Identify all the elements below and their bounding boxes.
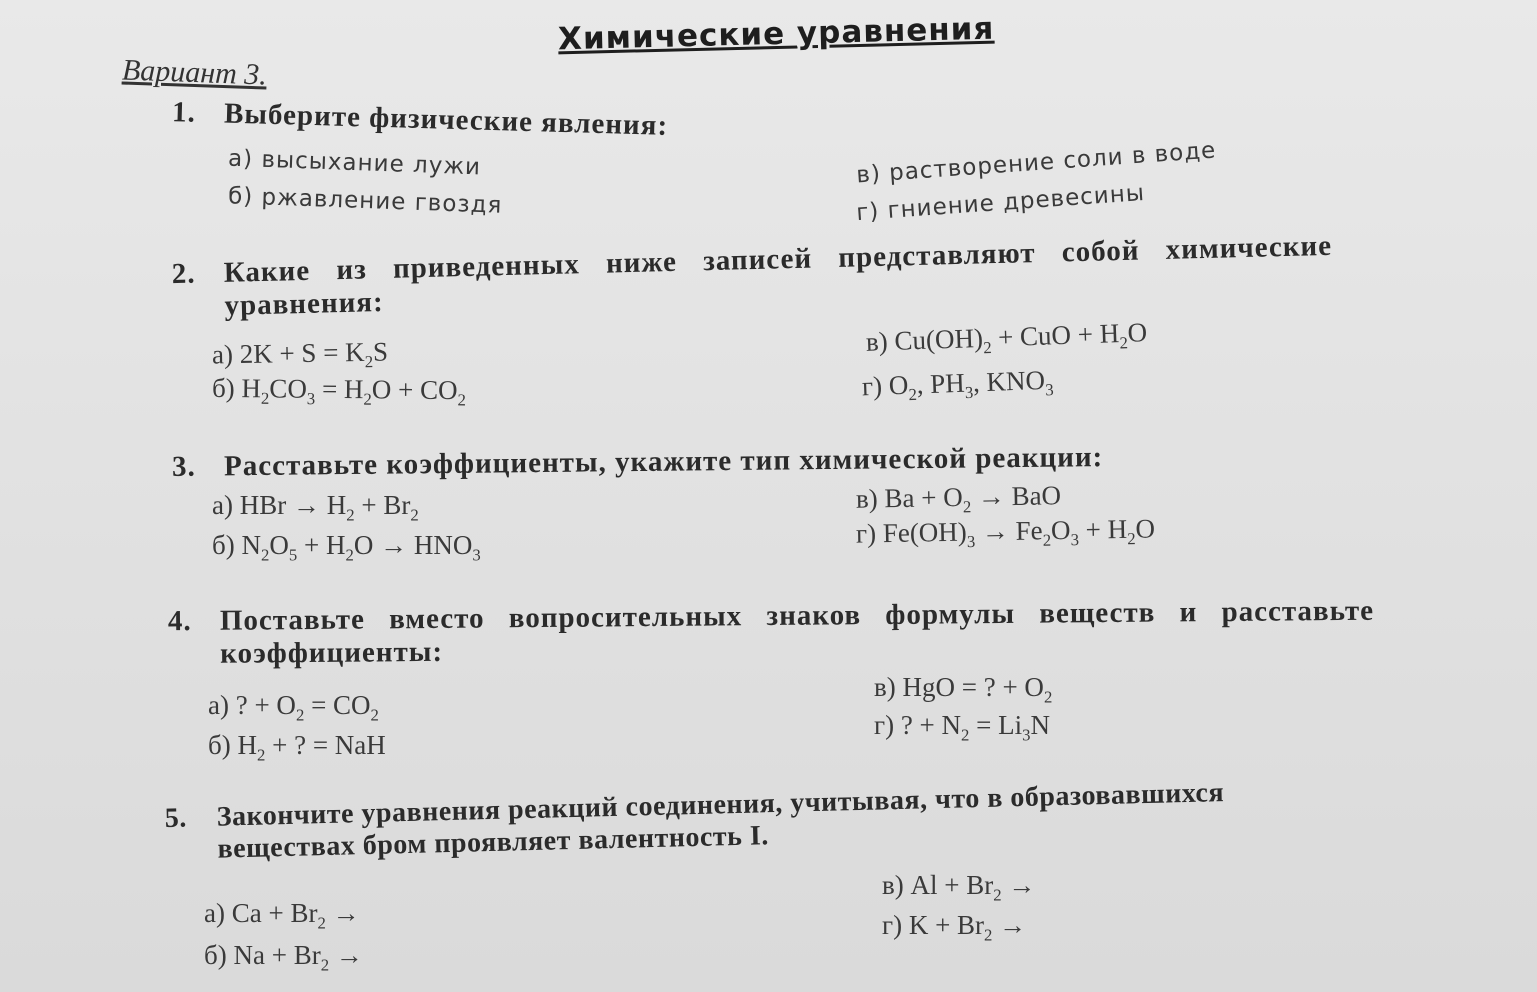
question-number: 3. — [171, 450, 196, 483]
question-3 — [172, 441, 1104, 484]
q4-option-a: а) ? + $O_2 = CO_2$ — [208, 690, 379, 725]
question-text: Расставьте коэффициенты, укажите тип химической реакции: — [223, 441, 1104, 483]
q5-option-c: в) $Al + Br_2$ → — [882, 870, 1036, 905]
q3-option-c: в) $Ba + O_2$ → BaO — [855, 480, 1062, 517]
question-text: Поставьте вместо вопросительных знаков формулы веществ и расставьте — [219, 594, 1375, 637]
q3-option-b: б) $N_2O_5 + H_2O \to HNO_3$ — [212, 530, 481, 565]
q1-option-d: г) гниение древесины — [855, 179, 1146, 227]
q4-option-b: б) $H_2$ + ? = NaH — [208, 730, 386, 765]
q4-option-c: в) HgO = ? + $O_2$ — [874, 672, 1053, 707]
q2-option-c: в) $Cu(OH)_2$ + CuO + $H_2O$ — [865, 317, 1148, 358]
q3-option-d: г) $Fe(OH)_3 \to Fe_2O_3 + H_2O$ — [855, 513, 1156, 552]
q3-option-a: а) HBr → $H_2 + Br_2$ — [212, 490, 419, 525]
question-text: Закончите уравнения реакций соединения, учитывая, что в образовавшихся — [216, 777, 1225, 833]
q5-option-a: а) $Ca + Br_2$ → — [204, 898, 360, 933]
page-title: Химические уравнения — [557, 10, 995, 58]
question-number: 1. — [171, 96, 197, 129]
q1-option-a: а) высыхание лужи — [227, 145, 482, 181]
question-number: 2. — [171, 257, 196, 291]
q1-option-b: б) ржавление гвоздя — [227, 183, 503, 219]
q2-option-a: а) $2K + S = K_2S$ — [211, 336, 389, 372]
q5-option-d: г) $K + Br_2$ → — [882, 910, 1027, 945]
question-text-line2: веществах бром проявляет валентность I. — [217, 820, 770, 865]
question-text: Выберите физические явления: — [223, 97, 669, 142]
q5-option-b: б) $Na + Br_2$ → — [204, 940, 363, 975]
question-2 — [171, 230, 1333, 324]
question-5 — [164, 777, 1225, 867]
question-text: Какие из приведенных ниже записей представляют собой химические — [223, 229, 1333, 289]
q4-option-d: г) ? + $N_2 = Li_3N$ — [874, 710, 1051, 745]
variant-label: Вариант 3. — [121, 53, 268, 92]
q2-option-b: б) $H_2CO_3 = H_2O + CO_2$ — [211, 372, 466, 410]
question-number: 4. — [167, 605, 192, 638]
question-text-line2: коэффициенты: — [220, 635, 444, 670]
question-text-line2: уравнения: — [224, 286, 385, 322]
q1-option-c: в) растворение соли в воде — [855, 137, 1218, 189]
question-1 — [172, 96, 669, 143]
q2-option-d: г) $O_2$, $PH_3$, $KNO_3$ — [861, 364, 1054, 405]
question-4 — [168, 595, 1375, 672]
question-number: 5. — [164, 802, 188, 834]
